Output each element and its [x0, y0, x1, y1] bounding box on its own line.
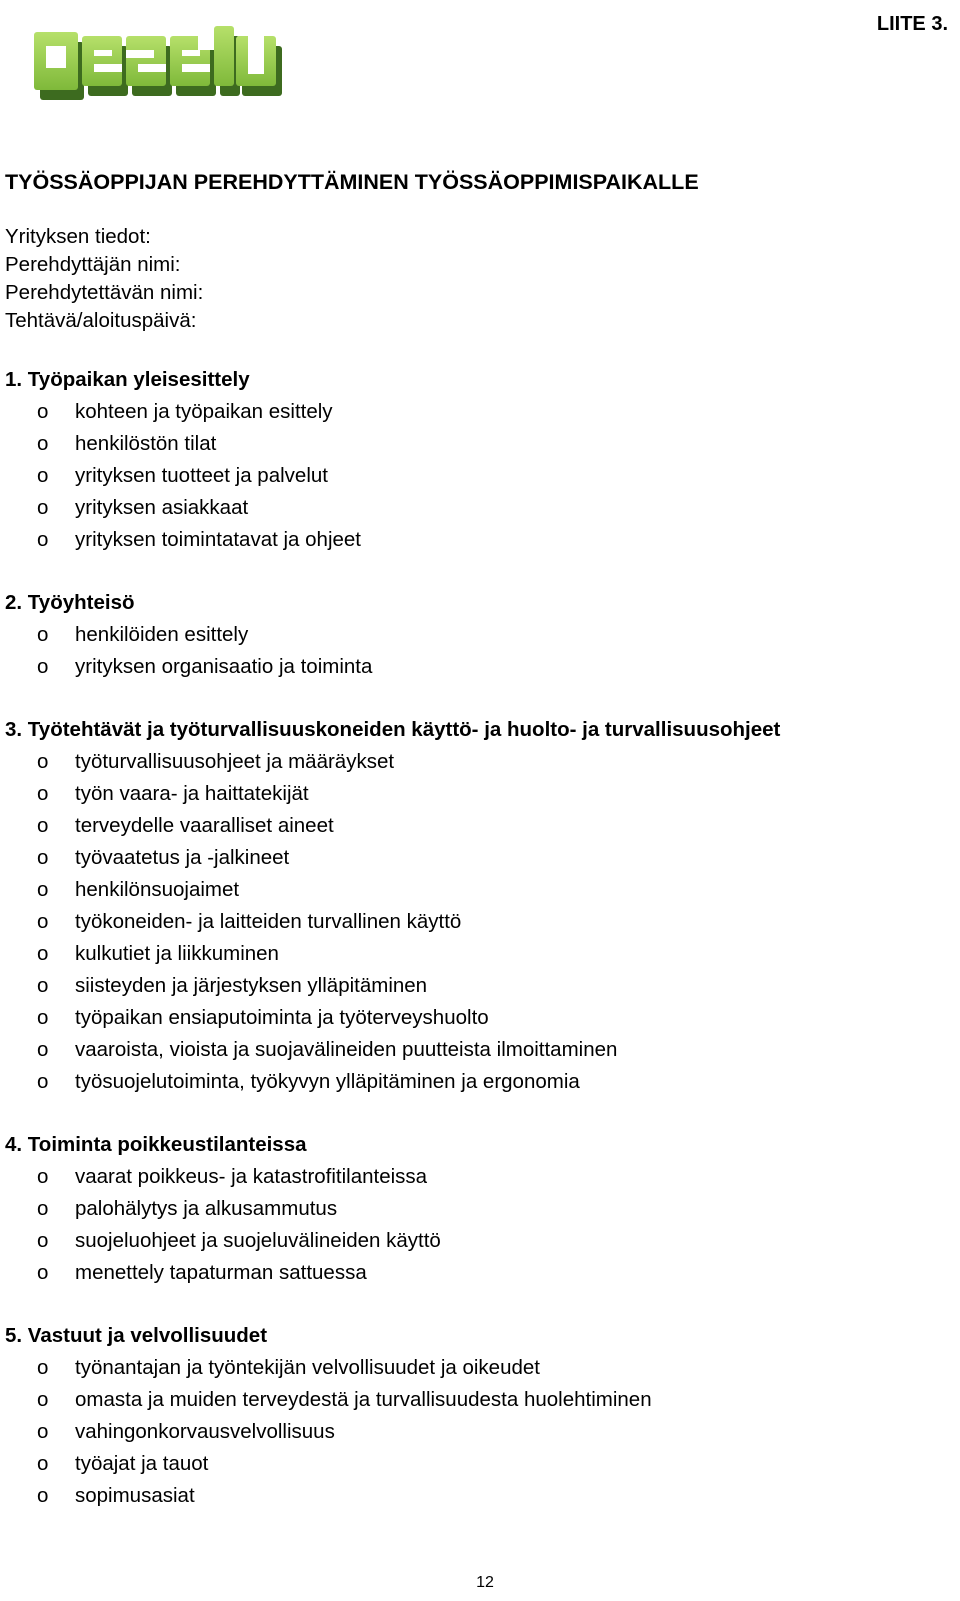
checklist-item-text: työn vaara- ja haittatekijät [75, 782, 309, 805]
bullet-marker: o [37, 910, 49, 933]
checklist-item [5, 619, 955, 651]
checklist-item-text: henkilönsuojaimet [75, 878, 240, 901]
checklist-item-text: yrityksen organisaatio ja toiminta [75, 655, 373, 678]
bullet-marker: o [37, 496, 49, 519]
checklist-item [5, 428, 955, 460]
checklist-item-text: siisteyden ja järjestyksen ylläpitäminen [75, 974, 428, 997]
checklist-item [5, 1448, 955, 1480]
checklist-section [5, 587, 955, 683]
checklist-item-text: yrityksen toimintatavat ja ohjeet [75, 528, 361, 551]
bullet-marker: o [37, 1388, 49, 1411]
checklist-section [5, 364, 955, 556]
checklist-item [5, 524, 955, 556]
field-task-start-date: Tehtävä/aloituspäivä: [5, 309, 197, 332]
field-company-info: Yrityksen tiedot: [5, 225, 151, 248]
checklist-section [5, 714, 955, 1098]
esedu-logo [34, 22, 284, 104]
attachment-label: LIITE 3. [876, 13, 948, 35]
checklist-item [5, 1034, 955, 1066]
bullet-marker: o [37, 432, 49, 455]
checklist-item [5, 1480, 955, 1512]
bullet-marker: o [37, 1261, 49, 1284]
section-title: 4. Toiminta poikkeustilanteissa [5, 1133, 307, 1156]
bullet-marker: o [37, 750, 49, 773]
checklist-item [5, 1352, 955, 1384]
bullet-marker: o [37, 974, 49, 997]
field-instructor-name: Perehdyttäjän nimi: [5, 253, 181, 276]
bullet-marker: o [37, 623, 49, 646]
checklist-item-text: henkilöiden esittely [75, 623, 249, 646]
checklist-item-text: vaaroista, vioista ja suojavälineiden puutteista ilmoittaminen [75, 1038, 618, 1061]
checklist-item [5, 1193, 955, 1225]
bullet-marker: o [37, 878, 49, 901]
checklist-item-text: menettely tapaturman sattuessa [75, 1261, 367, 1284]
checklist-item [5, 1416, 955, 1448]
bullet-marker: o [37, 782, 49, 805]
section-title: 5. Vastuut ja velvollisuudet [5, 1324, 268, 1347]
bullet-marker: o [37, 1006, 49, 1029]
checklist-item-text: työsuojelutoiminta, työkyvyn ylläpitäminen ja ergonomia [75, 1070, 580, 1093]
checklist-sections [5, 364, 955, 1543]
checklist-item-text: työnantajan ja työntekijän velvollisuudet ja oikeudet [75, 1356, 540, 1379]
checklist-section [5, 1320, 955, 1512]
checklist-item [5, 1225, 955, 1257]
bullet-marker: o [37, 1165, 49, 1188]
checklist-item [5, 1384, 955, 1416]
checklist-item-text: työpaikan ensiaputoiminta ja työterveyshuolto [75, 1006, 489, 1029]
checklist-item [5, 1002, 955, 1034]
bullet-marker: o [37, 942, 49, 965]
bullet-marker: o [37, 1452, 49, 1475]
checklist-item-text: työkoneiden- ja laitteiden turvallinen käyttö [75, 910, 462, 933]
checklist-item-text: kulkutiet ja liikkuminen [75, 942, 279, 965]
checklist-item [5, 778, 955, 810]
bullet-marker: o [37, 814, 49, 837]
checklist-section [5, 1129, 955, 1289]
checklist-item [5, 970, 955, 1002]
bullet-marker: o [37, 400, 49, 423]
checklist-item [5, 842, 955, 874]
bullet-marker: o [37, 528, 49, 551]
checklist-item-text: terveydelle vaaralliset aineet [75, 814, 334, 837]
bullet-marker: o [37, 1356, 49, 1379]
section-title: 3. Työtehtävät ja työturvallisuuskoneiden käyttö- ja huolto- ja turvallisuusohjeet [5, 718, 781, 741]
bullet-marker: o [37, 464, 49, 487]
bullet-marker: o [37, 1070, 49, 1093]
checklist-item-text: työvaatetus ja -jalkineet [75, 846, 290, 869]
checklist-item [5, 874, 955, 906]
info-fields [5, 223, 203, 335]
section-title: 2. Työyhteisö [5, 591, 135, 614]
checklist-item [5, 906, 955, 938]
checklist-item-text: yrityksen tuotteet ja palvelut [75, 464, 328, 487]
checklist-item [5, 1161, 955, 1193]
field-trainee-name: Perehdytettävän nimi: [5, 281, 204, 304]
checklist-item [5, 938, 955, 970]
checklist-item [5, 460, 955, 492]
checklist-item-text: kohteen ja työpaikan esittely [75, 400, 333, 423]
page-number: 12 [476, 1574, 494, 1591]
bullet-marker: o [37, 1038, 49, 1061]
checklist-item-text: sopimusasiat [75, 1484, 195, 1507]
checklist-item-text: yrityksen asiakkaat [75, 496, 249, 519]
checklist-item [5, 1066, 955, 1098]
bullet-marker: o [37, 1229, 49, 1252]
checklist-item-text: palohälytys ja alkusammutus [75, 1197, 338, 1220]
checklist-item [5, 1257, 955, 1289]
bullet-marker: o [37, 1197, 49, 1220]
section-title: 1. Työpaikan yleisesittely [5, 368, 250, 391]
checklist-item-text: henkilöstön tilat [75, 432, 217, 455]
checklist-item-text: omasta ja muiden terveydestä ja turvallisuudesta huolehtiminen [75, 1388, 652, 1411]
bullet-marker: o [37, 655, 49, 678]
checklist-item-text: suojeluohjeet ja suojeluvälineiden käyttö [75, 1229, 441, 1252]
bullet-marker: o [37, 1484, 49, 1507]
checklist-item-text: työturvallisuusohjeet ja määräykset [75, 750, 395, 773]
checklist-item [5, 810, 955, 842]
checklist-item [5, 651, 955, 683]
checklist-item-text: vaarat poikkeus- ja katastrofitilanteissa [75, 1165, 428, 1188]
checklist-item-text: työajat ja tauot [75, 1452, 209, 1475]
checklist-item [5, 746, 955, 778]
checklist-item [5, 396, 955, 428]
checklist-item [5, 492, 955, 524]
bullet-marker: o [37, 1420, 49, 1443]
bullet-marker: o [37, 846, 49, 869]
document-title: TYÖSSÄOPPIJAN PEREHDYTTÄMINEN TYÖSSÄOPPIMISPAIKALLE [5, 170, 699, 194]
checklist-item-text: vahingonkorvausvelvollisuus [75, 1420, 335, 1443]
